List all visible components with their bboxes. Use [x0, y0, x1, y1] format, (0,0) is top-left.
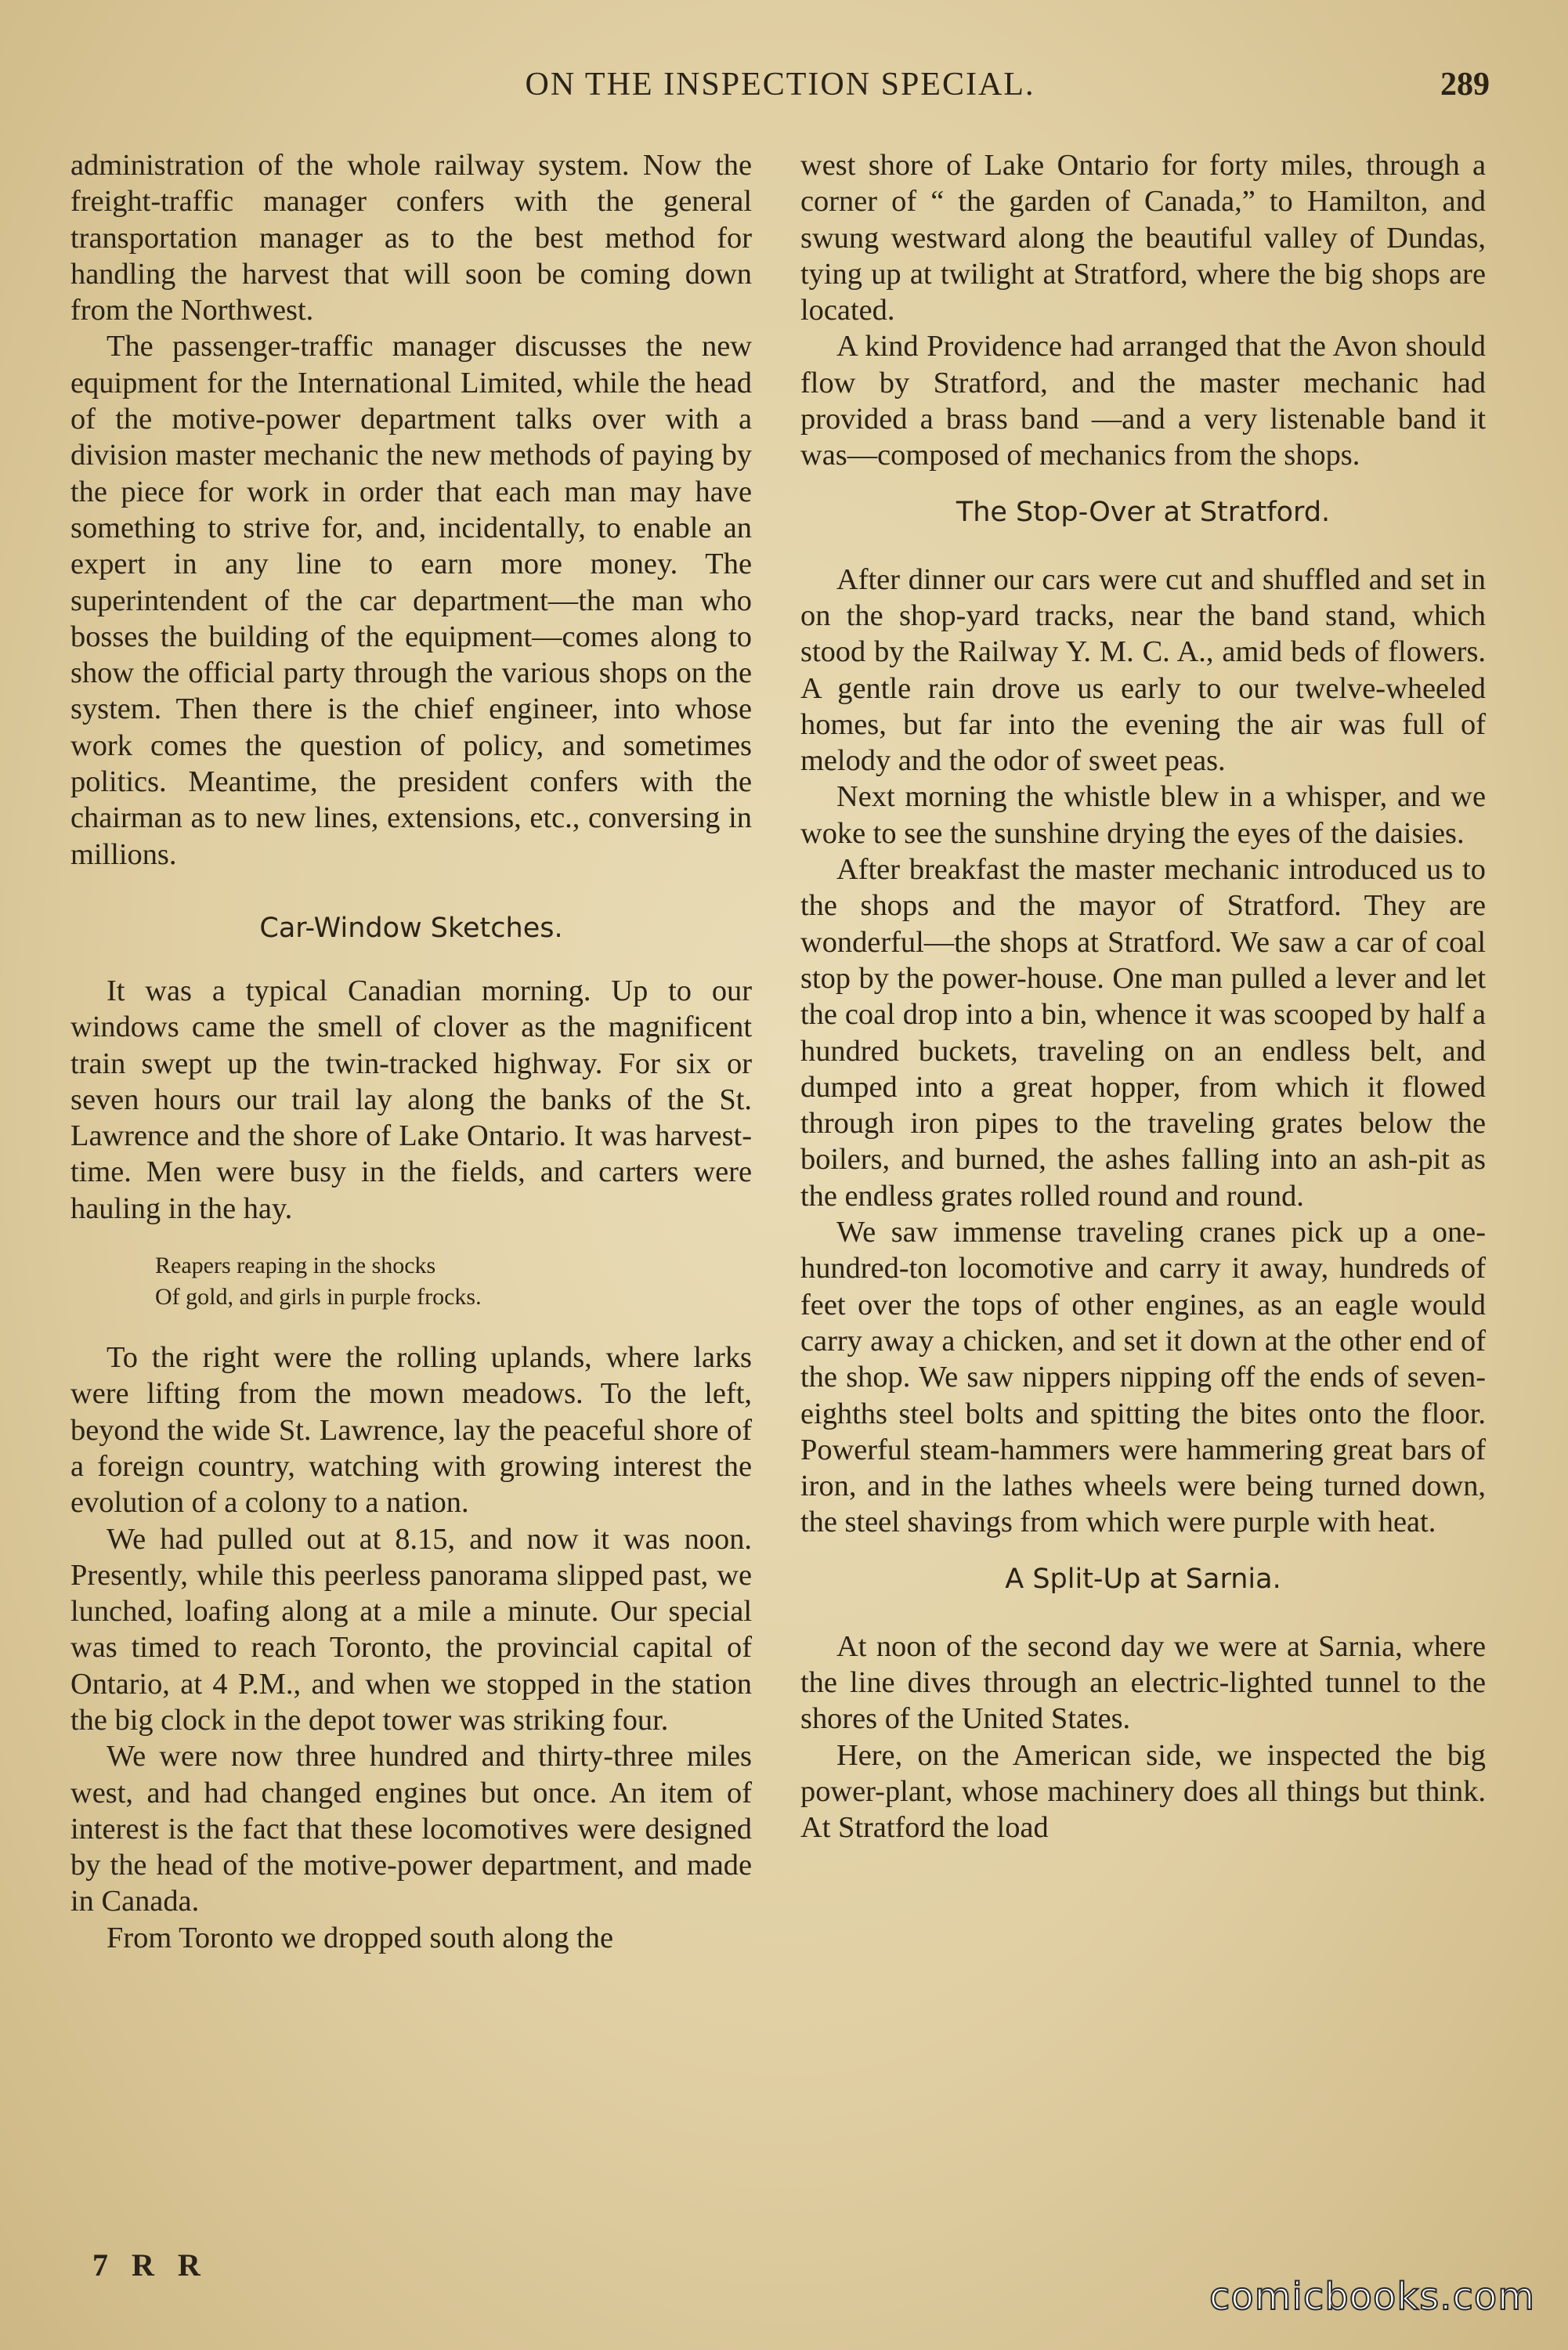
paragraph: We saw immense traveling cranes pick up a one-hundred-ton locomotive and carry it away, hundreds of feet over the tops of other engines, as an eagle would carry away a chicken, and set it down at the other end of the shop. We saw nippers nipping off the ends of seven-eighths steel bolts and spitting the bites onto the floor. Powerful steam-hammers were hammering great bars of iron, and in the lathes wheels were being turned down, the steel shavings from which were purple with heat. — [800, 1216, 1486, 1539]
page-number: 289 — [1440, 67, 1490, 103]
paragraph: To the right were the rolling uplands, where larks were lifting from the mown meadows. To the left, beyond the wide St. Lawrence, lay the peaceful shore of a foreign country, watching with growing interest the evolution of a colony to a nation. — [70, 1341, 752, 1520]
paragraph: After dinner our cars were cut and shuffled and set in on the shop-yard tracks, near the band stand, which stood by the Railway Y. M. C. A., amid beds of flowers. A gentle rain drove us early to our twelve-wheeled homes, but far into the evening the air was full of melody and the odor of sweet peas. — [800, 562, 1486, 778]
paragraph: We were now three hundred and thirty-three miles west, and had changed engines but once. An item of interest is the fact that these locomotives were designed by the head of the motive-power department, and made in Canada. — [70, 1740, 752, 1918]
verse-line: Reapers reaping in the shocks — [155, 1253, 436, 1279]
section-heading: Car-Window Sketches. — [259, 912, 563, 944]
paragraph: After breakfast the master mechanic introduced us to the shops and the mayor of Stratford. They are wonderful—the shops at Stratford. We saw a car of coal stop by the power-house. One man pulled a lever and let the coal drop into a bin, whence it was scooped by half a hundred buckets, traveling on an endless belt, and dumped into a great hopper, from which it flowed through iron pipes to the traveling grates below the boilers, and burned, the ashes falling into an ash-pit as the endless grates rolled round and round. — [800, 853, 1486, 1213]
running-title: ON THE INSPECTION SPECIAL. — [525, 67, 1035, 103]
paragraph: The passenger-traffic manager discusses the new equipment for the International Limited, while the head of the motive-power department talks over with a division master mechanic the new methods of paying by the piece for work in order that each man may have something to strive for, and, incidentally, to enable an expert in any line to earn more money. The superintendent of the car department—the man who bosses the building of the equipment—comes along to show the official party through the various shops on the system. Then there is the chief engineer, into whose work comes the question of policy, and sometimes politics. Meantime, the president confers with the chairman as to new lines, extensions, etc., conversing in millions. — [70, 330, 752, 871]
section-heading: A Split-Up at Sarnia. — [1005, 1563, 1281, 1595]
verse-quote — [155, 1250, 752, 1313]
paragraph: west shore of Lake Ontario for forty miles, through a corner of “ the garden of Canada,” to Hamilton, and swung westward along the beautiful valley of Dundas, tying up at twilight at Stratford, where the big shops are located. — [800, 149, 1486, 327]
paragraph: At noon of the second day we were at Sarnia, where the line dives through an electric-lighted tunnel to the shores of the United States. — [800, 1629, 1486, 1736]
section-heading: The Stop-Over at Stratford. — [956, 496, 1331, 528]
paragraph: From Toronto we dropped south along the — [107, 1921, 614, 1954]
paragraph: It was a typical Canadian morning. Up to our windows came the smell of clover as the magnificent train swept up the twin-tracked highway. For six or seven hours our trail lay along the banks of the St. Lawrence and the shore of Lake Ontario. It was harvest-time. Men were busy in the fields, and carters were hauling in the hay. — [70, 974, 752, 1225]
paragraph: administration of the whole railway system. Now the freight-traffic manager confers with the general transportation manager as to the best method for handling the harvest that will soon be coming down from the Northwest. — [70, 149, 752, 327]
printer-signature-mark: 7 R R — [92, 2247, 208, 2283]
paragraph: Next morning the whistle blew in a whisper, and we woke to see the sunshine drying the eyes of the daisies. — [800, 780, 1486, 850]
paragraph: Here, on the American side, we inspected the big power-plant, whose machinery does all things but think. At Stratford the load — [800, 1738, 1486, 1845]
right-column — [800, 147, 1486, 1846]
site-watermark: comicbooks.com — [1209, 2275, 1535, 2319]
running-head — [70, 66, 1490, 113]
verse-line: Of gold, and girls in purple frocks. — [155, 1284, 482, 1311]
paragraph: A kind Providence had arranged that the Avon should flow by Stratford, and the master mechanic had provided a brass band —and a very listenable band it was—composed of mechanics from the shops. — [800, 330, 1486, 472]
left-column — [70, 147, 752, 1956]
paragraph: We had pulled out at 8.15, and now it was noon. Presently, while this peerless panorama slipped past, we lunched, loafing along at a mile a minute. Our special was timed to reach Toronto, the provincial capital of Ontario, at 4 P.M., and when we stopped in the station the big clock in the depot tower was striking four. — [70, 1522, 752, 1737]
